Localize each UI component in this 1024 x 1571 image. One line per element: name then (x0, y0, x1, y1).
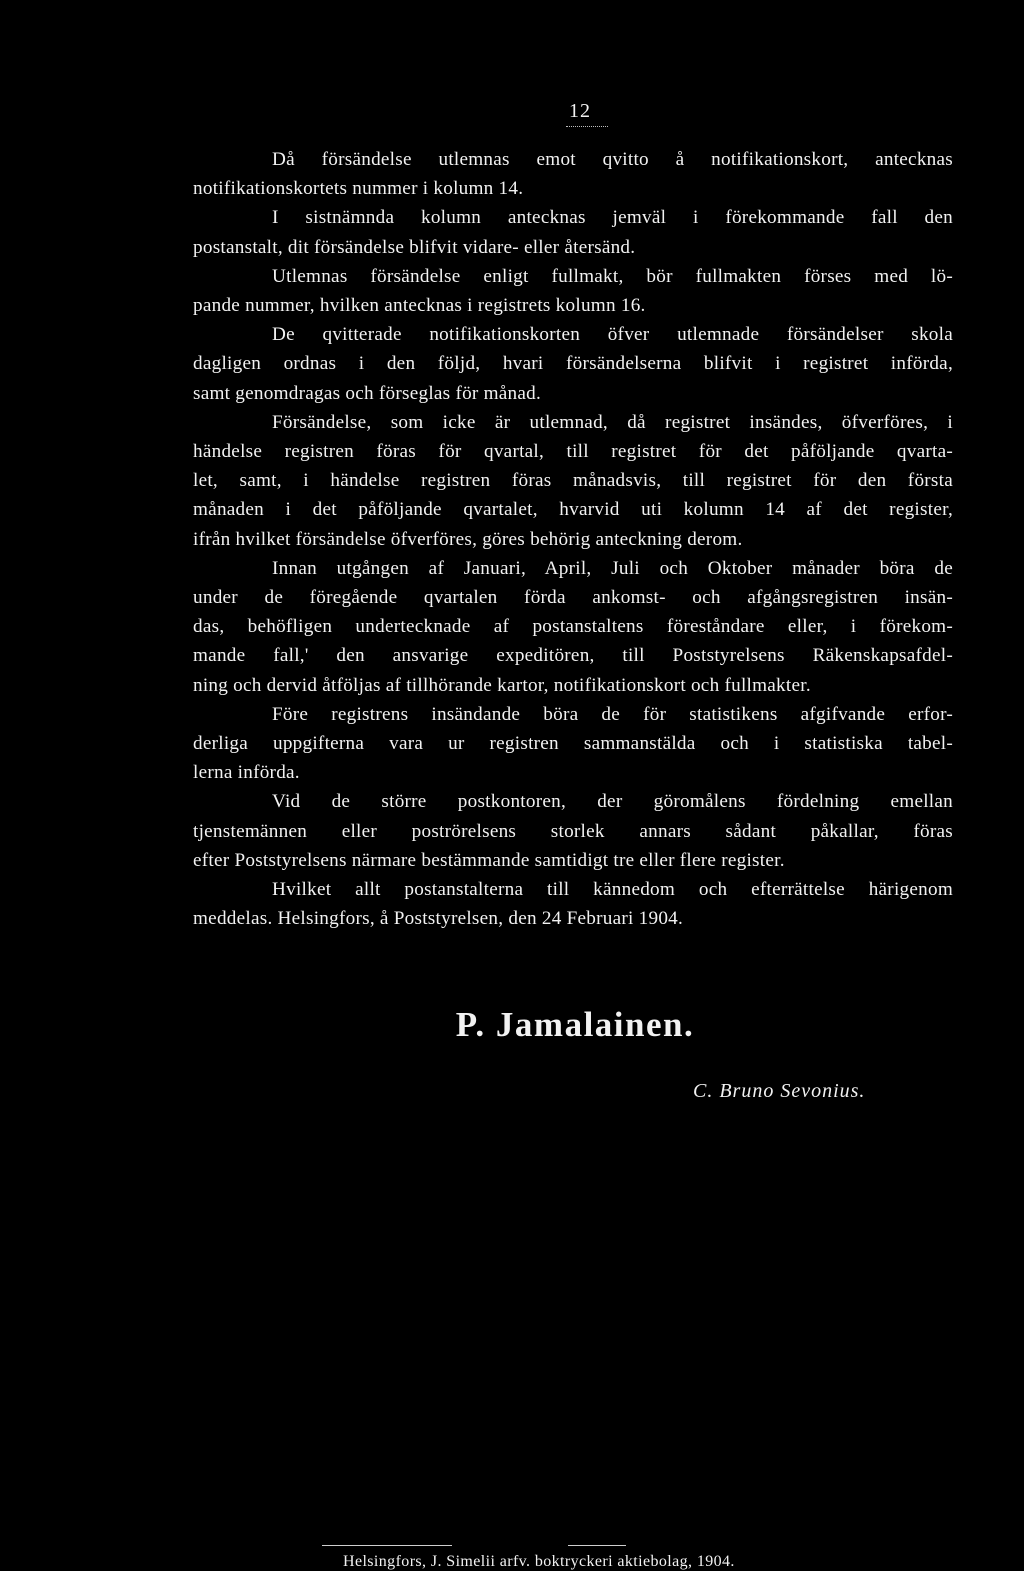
text-line: notifikationskortets nummer i kolumn 14. (193, 178, 524, 200)
footer-rule (568, 1545, 626, 1546)
paragraph (193, 700, 953, 788)
text-line: Innan utgången af Januari, April, Juli och Oktober månader böra de (272, 557, 953, 579)
paragraph (193, 408, 953, 554)
paragraph (193, 554, 953, 700)
text-line: under de föregående qvartalen förda ankomst- och afgångsregistren insän- (193, 587, 953, 609)
text-line: tjenstemännen eller poströrelsens storlek annars sådant påkallar, föras (193, 820, 953, 842)
text-line: Utlemnas försändelse enligt fullmakt, bör fullmakten förses med lö- (272, 265, 953, 287)
text-line: efter Poststyrelsens närmare bestämmande samtidigt tre eller flere register. (193, 849, 785, 871)
page-number: 12 (569, 100, 591, 122)
signature-main: P. Jamalainen. (455, 1005, 695, 1044)
text-line: meddelas. Helsingfors, å Poststyrelsen, den 24 Februari 1904. (193, 908, 684, 930)
text-line: månaden i det påföljande qvartalet, hvarvid uti kolumn 14 af det register, (193, 499, 953, 521)
paragraph (193, 145, 953, 203)
text-line: mande fall,' den ansvarige expeditören, till Poststyrelsens Räkenskapsafdel- (193, 645, 953, 667)
paragraph (193, 787, 953, 875)
text-line: Vid de större postkontoren, der göromålens fördelning emellan (272, 791, 953, 813)
text-line: Hvilket allt postanstalterna till kännedom och efterrättelse härigenom (272, 879, 953, 901)
text-line: ning och dervid åtföljas af tillhörande kartor, notifikationskort och fullmakter. (193, 674, 811, 696)
text-line: De qvitterade notifikationskorten öfver utlemnade försändelser skola (272, 324, 953, 346)
body-text (193, 145, 953, 933)
text-line: let, samt, i händelse registren föras månadsvis, till registret för den första (193, 470, 953, 492)
text-line: derliga uppgifterna vara ur registren sammanstälda och i statistiska tabel- (193, 733, 953, 755)
text-line: Före registrens insändande böra de för statistikens afgifvande erfor- (272, 703, 953, 725)
text-line: Försändelse, som icke är utlemnad, då registret insändes, öfverföres, i (272, 411, 953, 433)
text-line: das, behöfligen undertecknade af postanstaltens föreståndare eller, i förekom- (193, 616, 953, 638)
page-number-rule (566, 126, 608, 127)
text-line: lerna införda. (193, 762, 300, 784)
paragraph (193, 320, 953, 408)
printer-imprint: Helsingfors, J. Simelii arfv. boktryckeri aktiebolag, 1904. (343, 1553, 735, 1570)
text-line: dagligen ordnas i den följd, hvari försändelserna blifvit i registret införda, (193, 353, 953, 375)
text-line: ifrån hvilket försändelse öfverföres, göres behörig anteckning derom. (193, 528, 743, 550)
text-line: pande nummer, hvilken antecknas i registrets kolumn 16. (193, 295, 646, 317)
signature-secondary: C. Bruno Sevonius. (693, 1080, 866, 1102)
text-line: samt genomdragas och förseglas för månad. (193, 382, 542, 404)
text-line: postanstalt, dit försändelse blifvit vidare- eller återsänd. (193, 236, 636, 258)
text-line: händelse registren föras för qvartal, till registret för det påföljande qvarta- (193, 441, 953, 463)
paragraph (193, 875, 953, 933)
text-line: I sistnämnda kolumn antecknas jemväl i förekommande fall den (272, 207, 953, 229)
text-line: Då försändelse utlemnas emot qvitto å notifikationskort, antecknas (272, 149, 953, 170)
footer-rule (322, 1545, 452, 1546)
paragraph (193, 203, 953, 261)
paragraph (193, 262, 953, 320)
